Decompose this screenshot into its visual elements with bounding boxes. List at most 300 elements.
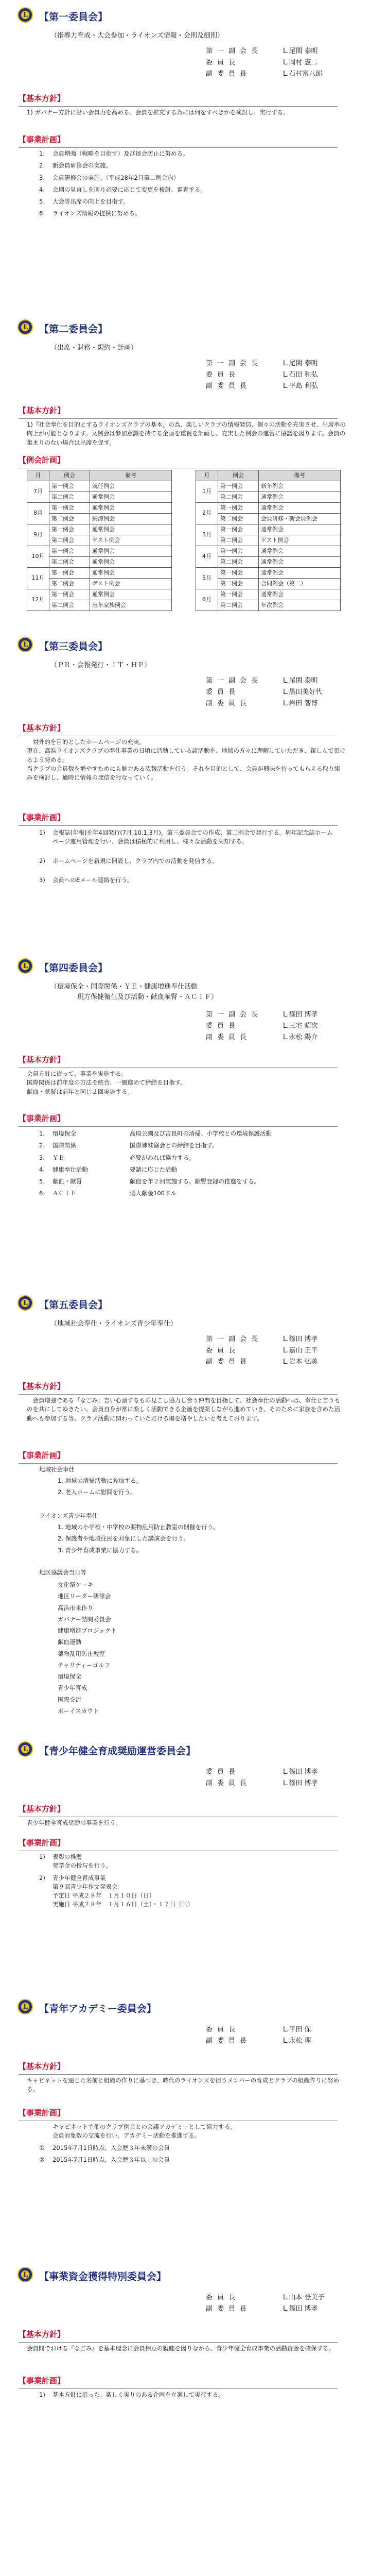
officer-role: 副委員長 xyxy=(206,700,252,707)
officer-row xyxy=(206,1767,318,1778)
table-row xyxy=(27,579,172,589)
officer-row xyxy=(206,46,322,58)
officer-role: 第一副会長 xyxy=(206,677,263,685)
note-cell: 通常例会 xyxy=(90,492,172,503)
youth-service-list xyxy=(58,1523,219,1557)
officer-name: L.尾関 泰明 xyxy=(283,677,318,685)
committee-8-header xyxy=(0,2267,370,2284)
list-item: 献血運動 xyxy=(58,1638,81,1646)
business-plan-list xyxy=(39,828,338,888)
officer-row xyxy=(206,2036,311,2047)
officer-name: L.永松 理 xyxy=(283,2037,311,2045)
plan-text: 青少年健全育成事業 第９回青少年作文発表会 予定日 平成２８年 １月１０日（日） 実施日 平成２８年 １月１６日（土）・１７日（日） xyxy=(52,1874,193,1908)
plan-number: 1) xyxy=(39,2391,45,2398)
officer-name: L.平島 利弘 xyxy=(283,382,318,390)
plan-number: 3. xyxy=(39,1154,45,1161)
officer-row xyxy=(206,381,318,393)
officer-name: L.尾関 泰明 xyxy=(283,360,318,367)
business-plan-heading: 【事業計画】 xyxy=(19,2107,338,2121)
note-cell: 通常例会 xyxy=(259,492,341,503)
month-cell: 10月 xyxy=(27,546,49,568)
meeting-cell: 第一例会 xyxy=(218,503,259,514)
list-item: 薬物乱用防止教室 xyxy=(58,1650,105,1657)
list-item: 高浜市米作り xyxy=(58,1604,93,1612)
committee-5-header xyxy=(0,1295,370,1313)
plan-text: ホームページを新規に開設し、クラブ内での活動を発信する。 xyxy=(52,857,218,865)
committee-3-header xyxy=(0,637,370,654)
basic-policy-heading: 【基本方針】 xyxy=(19,1054,338,1068)
plan-item xyxy=(39,2156,338,2164)
table-header: 例会 xyxy=(218,470,259,481)
schedule-table-right xyxy=(196,470,341,611)
note-cell: ゲスト例会 xyxy=(90,535,172,546)
table-header: 月 xyxy=(196,470,218,481)
officer-role: 第一副会長 xyxy=(206,1335,263,1343)
officer-role: 委員長 xyxy=(206,59,240,66)
district-events-list xyxy=(58,1581,117,1718)
committee-7 xyxy=(0,1999,370,2163)
plan-text: 新会員研修会の実施。 xyxy=(52,162,112,170)
plan-number: 1. xyxy=(39,1130,45,1137)
plan-item xyxy=(39,2123,338,2141)
month-cell: 4月 xyxy=(196,546,218,568)
business-plan-heading: 【事業計画】 xyxy=(19,134,338,148)
table-row xyxy=(196,600,341,611)
meeting-cell: 第一例会 xyxy=(49,481,90,492)
plan-number: 2. xyxy=(39,1142,45,1149)
plan-item xyxy=(39,1141,338,1150)
business-plan-heading: 【事業計画】 xyxy=(19,812,338,826)
plan-number: 5. xyxy=(39,1178,45,1185)
officer-role: 副委員長 xyxy=(206,70,252,78)
lions-logo-icon xyxy=(17,319,33,335)
committee-5 xyxy=(0,1295,370,1715)
plan-item xyxy=(39,1165,338,1174)
plan-item xyxy=(39,1189,338,1198)
plan-text: 会員へのEメール連絡を行う。 xyxy=(52,876,133,884)
basic-policy-heading: 【基本方針】 xyxy=(19,1803,338,1817)
officer-role: 副委員長 xyxy=(206,1780,252,1787)
meeting-schedule-heading: 【例会計画】 xyxy=(19,454,338,468)
list-item: ガバナー諮問委員会 xyxy=(58,1615,111,1623)
officer-row xyxy=(206,370,318,381)
community-service-list xyxy=(58,1477,142,1500)
plan-label: ＹＥ xyxy=(52,1154,64,1161)
officer-name: L.石村富八郎 xyxy=(283,70,323,78)
committee-8-officers xyxy=(206,2293,325,2315)
plan-number: ① xyxy=(39,2144,45,2151)
officer-name: L.篠田 博孝 xyxy=(283,1011,318,1019)
committee-3 xyxy=(0,637,370,884)
note-cell: 通常例会 xyxy=(259,568,341,579)
officer-row xyxy=(206,1334,318,1346)
subsection-heading: 地域社会奉仕 xyxy=(39,1466,75,1473)
table-row xyxy=(27,568,172,579)
plan-label: ＡＣＩＦ xyxy=(52,1190,76,1197)
committee-3-title: 【第三委員会】 xyxy=(39,641,108,652)
meeting-cell: 第二例会 xyxy=(218,492,259,503)
basic-policy-text: 対外的を目的としたホームページの充実。 現在、高浜ライオンズクラブの奉仕事業の日頃に活動している諸活動を、地域の方々に理解していただき、親しんで頂けるよう努める。 当クラブの会員数を増やすためにも魅力ある広報活動を行う。それを目的として、会員が興味を持ってもらえる取り組みを検討し、適時に情報の発信を行なっていく。 xyxy=(27,738,346,781)
table-row xyxy=(196,568,341,579)
officer-row xyxy=(206,2293,325,2304)
officer-role: 委員長 xyxy=(206,688,240,696)
note-cell: ゲスト例会 xyxy=(259,535,341,546)
committee-7-title: 【青年アカデミー委員会】 xyxy=(39,2004,156,2014)
note-cell: 通常例会 xyxy=(259,546,341,557)
officer-row xyxy=(206,1010,318,1021)
meeting-cell: 第一例会 xyxy=(218,568,259,579)
lions-logo-icon xyxy=(17,2267,33,2282)
plan-number: 1. xyxy=(39,150,45,157)
committee-3-officers xyxy=(206,676,322,710)
officer-row xyxy=(206,676,322,687)
plan-label: 健康奉仕活動 xyxy=(52,1165,88,1173)
plan-number: 6. xyxy=(39,210,45,217)
table-header: 備考 xyxy=(90,470,172,481)
plan-item xyxy=(39,197,338,206)
meeting-cell: 第二例会 xyxy=(49,557,90,568)
plan-number: 6. xyxy=(39,1190,45,1197)
list-item: 2. 保護者や地域住民を対象にした講演会を行う。 xyxy=(58,1535,190,1543)
officer-name: L.山本 登美子 xyxy=(283,2294,325,2301)
list-item: 国際交流 xyxy=(58,1696,81,1703)
business-plan-heading: 【事業計画】 xyxy=(19,2375,338,2389)
list-item: 文化祭ケーキ xyxy=(58,1581,93,1588)
meeting-cell: 第二例会 xyxy=(49,492,90,503)
table-row xyxy=(27,589,172,600)
table-row xyxy=(196,524,341,535)
officer-role: 第一副会長 xyxy=(206,360,263,367)
business-plan-list xyxy=(39,1853,338,1912)
note-cell: 納涼例会 xyxy=(90,514,172,524)
basic-policy-text: 会員増強である『なごみ』言い心頭するもの見こし協力し合う仲間を目指して、社会奉仕の活動へは、奉仕と言うものを共にしてゆきたい。会員自身が常に楽しく活動できる企画を提案しながら進めていき、そのために家族を含めた活動へも参加する等、クラブ活動に関わっていただける場を増やしたいと考えております。 xyxy=(27,1397,341,1422)
table-row xyxy=(196,514,341,524)
plan-item xyxy=(39,149,338,158)
officer-row xyxy=(206,1357,318,1368)
committee-8-title: 【事業資金獲得特別委員会】 xyxy=(39,2272,167,2282)
note-cell: 通常例会 xyxy=(90,589,172,600)
note-cell: 就任例会 xyxy=(90,481,172,492)
basic-policy-heading: 【基本方針】 xyxy=(19,2061,338,2075)
business-plan-list xyxy=(39,1129,338,1201)
month-cell: 5月 xyxy=(196,568,218,589)
officer-name: L.永松 陽介 xyxy=(283,1033,318,1041)
note-cell: 合同例会（第二） xyxy=(259,579,341,589)
table-row xyxy=(196,492,341,503)
table-header: 例会 xyxy=(49,470,90,481)
officer-role: 委員長 xyxy=(206,2026,240,2033)
business-plan-heading: 【事業計画】 xyxy=(19,1450,338,1464)
plan-text: 国際姉妹協会との締結を目指す。 xyxy=(130,1142,218,1149)
month-cell: 1月 xyxy=(196,481,218,503)
plan-text: 会則の見直しを図り必要に応じて変更を検討、審査する。 xyxy=(52,185,206,193)
table-row xyxy=(196,557,341,568)
month-cell: 11月 xyxy=(27,568,49,589)
basic-policy-text: 1)『社会奉仕を目的とするライオンズクラブの基本』の為、楽しいクラブの情報発信、個々の活動を充実させ、出席率の向上が可能となります。又例会は参加意識を持てる企画を重視を計画し、充実した例会の運営に協議を図ります。会員の集まりのない場合は出席を促す。 xyxy=(27,421,346,446)
basic-policy-text: 会員間でおける『なごみ』を基本理念に会員相互の親睦を図りながら、青少年健全育成事業の活動資金を確保する。 xyxy=(27,2345,334,2352)
plan-label: 献血・献腎 xyxy=(52,1178,82,1185)
table-row xyxy=(27,481,172,492)
officer-role: 副委員長 xyxy=(206,2305,252,2313)
officer-name: L.岡村 憲二 xyxy=(283,59,318,66)
committee-4-purpose: （環境保全・国際関係・ＹＥ・健康増進奉仕活動 xyxy=(50,983,198,991)
officer-row xyxy=(206,699,322,710)
meeting-cell: 第一例会 xyxy=(49,503,90,514)
plan-item xyxy=(39,174,338,182)
committee-4-header xyxy=(0,958,370,976)
plan-text: 2015年7月1日時点、入会歴３年未満の会員 xyxy=(52,2144,170,2151)
plan-number: ② xyxy=(39,2156,45,2163)
list-item: 環境保全 xyxy=(58,1673,81,1680)
committee-4-title: 【第四委員会】 xyxy=(39,963,108,974)
list-item: 1. 地域の清掃活動に参加する。 xyxy=(58,1477,143,1484)
plan-item xyxy=(39,1154,338,1162)
committee-2-purpose: （出席・財務・規約・計画） xyxy=(50,344,138,352)
officer-row xyxy=(206,687,322,699)
plan-text: 要請に応じた活動 xyxy=(130,1165,177,1173)
list-item: 3. 青少年育成事業に協力する。 xyxy=(58,1546,143,1554)
committee-4 xyxy=(0,958,370,1197)
officer-name: L.三宅 昭次 xyxy=(283,1022,318,1030)
list-item: ポーイスカウト xyxy=(58,1707,99,1715)
plan-text: 必要があれば協力する。 xyxy=(130,1154,195,1161)
officer-name: L.岩本 弘美 xyxy=(283,1358,318,1366)
plan-text: 大会等出席の向上を目指す。 xyxy=(52,198,129,205)
meeting-cell: 第二例会 xyxy=(218,579,259,589)
plan-text: 会員増強（戦略を目指す）及び退会防止に努める。 xyxy=(52,150,189,157)
committee-7-officers xyxy=(206,2025,311,2047)
month-cell: 2月 xyxy=(196,503,218,524)
plan-text: 2015年7月1日時点、入会歴３年以上の会員 xyxy=(52,2156,170,2163)
note-cell: 新年例会 xyxy=(259,481,341,492)
plan-item xyxy=(39,2391,338,2399)
committee-6 xyxy=(0,1741,370,1908)
business-plan-heading: 【事業計画】 xyxy=(19,1113,338,1127)
committee-5-title: 【第五委員会】 xyxy=(39,1300,108,1311)
officer-name: L.尾関 泰明 xyxy=(283,47,318,55)
note-cell: 忘年家族例会 xyxy=(90,600,172,611)
list-item: 1. 地域の小学校・中学校の薬物乱用防止教室の開催を行う。 xyxy=(58,1523,219,1531)
note-cell: 通常例会 xyxy=(90,524,172,535)
note-cell: 通常例会 xyxy=(90,568,172,579)
committee-7-header xyxy=(0,1999,370,2016)
officer-row xyxy=(206,1346,318,1357)
table-row xyxy=(27,492,172,503)
plan-item xyxy=(39,1129,338,1138)
table-row xyxy=(196,535,341,546)
business-plan-list xyxy=(39,2391,338,2402)
plan-text: 表彰の推薦 奨学金の授与を行う。 xyxy=(52,1853,112,1870)
officer-row xyxy=(206,359,318,370)
officer-role: 副委員長 xyxy=(206,2037,252,2045)
plan-item xyxy=(39,857,338,866)
note-cell: 通常例会 xyxy=(259,589,341,600)
plan-number: 2) xyxy=(39,1874,45,1882)
note-cell: 通常例会 xyxy=(259,524,341,535)
plan-number: 2. xyxy=(39,162,45,170)
plan-text: 会報誌(年報)を年4回発行(7月,10,1,3月)。第三委員会での作成、第二例会で発行する。周年記念誌ホームページ運用管理を行い、会員は積極的に利用し、様々な活動を周知する。 xyxy=(52,829,333,845)
plan-item xyxy=(39,185,338,194)
month-cell: 6月 xyxy=(196,589,218,611)
committee-1-purpose: （指導力育成・大会参加・ライオンズ情報・会則及細則） xyxy=(50,32,224,40)
meeting-cell: 第二例会 xyxy=(218,600,259,611)
committee-4-purpose-cont: 現方保健衛生及び活動・献血献腎・ＡＣＩＦ） xyxy=(50,993,218,1001)
meeting-cell: 第一例会 xyxy=(218,524,259,535)
officer-role: 副委員長 xyxy=(206,1358,252,1366)
meeting-cell: 第一例会 xyxy=(218,546,259,557)
note-cell: 通常例会 xyxy=(90,557,172,568)
schedule-table-left xyxy=(27,470,172,611)
table-row xyxy=(196,503,341,514)
basic-policy-text: 会員方針に従って、事業を実施する。 国際関係は前年度の方法を統合、一層進めて締結を目指す。 献血・献腎は前年と同じ２回実施する。 xyxy=(27,1070,186,1095)
note-cell: 年次例会 xyxy=(259,600,341,611)
officer-role: 委員長 xyxy=(206,1768,240,1776)
meeting-cell: 第二例会 xyxy=(49,579,90,589)
meeting-cell: 第二例会 xyxy=(218,557,259,568)
meeting-cell: 第一例会 xyxy=(49,589,90,600)
officer-name: L.篠田 博孝 xyxy=(283,1335,318,1343)
table-row xyxy=(27,524,172,535)
officer-role: 委員長 xyxy=(206,371,240,379)
table-row xyxy=(196,579,341,589)
lions-logo-icon xyxy=(17,1295,33,1311)
lions-logo-icon xyxy=(17,1999,33,2014)
basic-policy-heading: 【基本方針】 xyxy=(19,93,338,107)
basic-policy-text: キャビネットを通じた名前と組織の作りに基づき、時代のライオンズを担うメンバーの育成とクラブの組織作りに努める。 xyxy=(27,2077,340,2093)
table-row xyxy=(27,503,172,514)
committee-1-header xyxy=(0,7,370,25)
plan-item xyxy=(39,1874,338,1909)
officer-row xyxy=(206,2304,325,2315)
meeting-cell: 第一例会 xyxy=(218,481,259,492)
table-row xyxy=(27,546,172,557)
plan-label: 環境保全 xyxy=(52,1130,76,1137)
lions-logo-icon xyxy=(17,637,33,652)
officer-role: 委員長 xyxy=(206,1022,240,1030)
plan-text: キャビネット主催のクラブ例会との会議アカデミーとして協力する。 会員対象数の交流を行い、アカデミー活動を推進する。 xyxy=(52,2123,236,2140)
officer-name: L.石田 和弘 xyxy=(283,371,318,379)
meeting-cell: 第二例会 xyxy=(218,535,259,546)
business-plan-heading: 【事業計画】 xyxy=(19,1837,338,1851)
basic-policy-heading: 【基本方針】 xyxy=(19,1381,338,1395)
committee-3-purpose: （ＰＲ・会報発行・ＩＴ・ＨＰ） xyxy=(50,662,151,669)
plan-text: ライオンズ情報の提供に努める。 xyxy=(52,210,141,217)
committee-2-title: 【第二委員会】 xyxy=(39,324,108,335)
plan-number: 4. xyxy=(39,1165,45,1173)
note-cell: 通常例会 xyxy=(259,503,341,514)
officer-role: 委員長 xyxy=(206,2294,240,2301)
table-header: 月 xyxy=(27,470,49,481)
officer-row xyxy=(206,2025,311,2036)
month-cell: 12月 xyxy=(27,589,49,611)
officer-name: L.黒田美好代 xyxy=(283,688,323,696)
officer-name: L.篠田 博孝 xyxy=(283,1780,318,1787)
meeting-cell: 第一例会 xyxy=(49,568,90,579)
plan-number: 4. xyxy=(39,185,45,193)
subsection-heading: 地区協議会当日等 xyxy=(39,1569,86,1576)
list-item: 健康増進プロジェクト xyxy=(58,1627,117,1634)
meeting-cell: 第二例会 xyxy=(49,514,90,524)
committee-6-officers xyxy=(206,1767,318,1790)
meeting-cell: 第一例会 xyxy=(49,524,90,535)
note-cell: 通常例会 xyxy=(90,546,172,557)
officer-row xyxy=(206,1021,318,1032)
meeting-cell: 第一例会 xyxy=(218,589,259,600)
officer-role: 委員長 xyxy=(206,1347,240,1354)
month-cell: 8月 xyxy=(27,503,49,524)
plan-number: 5. xyxy=(39,198,45,205)
list-item: 2. 老人ホームに慰問を行う。 xyxy=(58,1488,136,1496)
lions-logo-icon xyxy=(17,1741,33,1757)
month-cell: 9月 xyxy=(27,524,49,546)
note-cell: ゲスト例会 xyxy=(90,579,172,589)
committee-2-header xyxy=(0,319,370,337)
basic-policy-heading: 【基本方針】 xyxy=(19,405,338,419)
meeting-cell: 第二例会 xyxy=(49,535,90,546)
committee-5-purpose: （地域社会奉仕・ライオンズ青少年奉仕） xyxy=(50,1320,177,1328)
table-row xyxy=(196,589,341,600)
lions-logo-icon xyxy=(17,7,33,23)
table-row xyxy=(27,600,172,611)
plan-number: 3. xyxy=(39,174,45,181)
officer-row xyxy=(206,1032,318,1044)
meeting-cell: 第二例会 xyxy=(218,514,259,524)
plan-text: 基本方針に沿った、楽しく実りのある企画を立案して実行する。 xyxy=(52,2391,224,2398)
plan-text: 高取公園及び吉良町の清掃、小学校との環境保護活動 xyxy=(130,1130,272,1137)
list-item: 地区リーダー研修会 xyxy=(58,1592,111,1600)
table-row xyxy=(27,535,172,546)
officer-row xyxy=(206,69,322,80)
committee-1 xyxy=(0,7,370,217)
table-row xyxy=(196,546,341,557)
basic-policy-heading: 【基本方針】 xyxy=(19,722,338,736)
committee-6-header xyxy=(0,1741,370,1759)
officer-name: L.岩田 智博 xyxy=(283,700,318,707)
officer-name: L.嘉山 正平 xyxy=(283,1347,318,1354)
meeting-cell: 第一例会 xyxy=(49,546,90,557)
plan-item xyxy=(39,1853,338,1871)
officer-role: 第一副会長 xyxy=(206,47,263,55)
officer-name: L.篠田 博孝 xyxy=(283,1768,318,1776)
basic-policy-text: 1) ガバナー方針に沿い会員力を高める、会員を拡充する為には何をすべきかを検討し、実行する。 xyxy=(27,109,289,116)
basic-policy-text: 青少年健全育成奨励の事業を行う。 xyxy=(27,1819,121,1826)
officer-role: 副委員長 xyxy=(206,382,252,390)
basic-policy-heading: 【基本方針】 xyxy=(19,2329,338,2343)
committee-4-officers xyxy=(206,1010,318,1044)
meeting-cell: 第二例会 xyxy=(49,600,90,611)
officer-role: 副委員長 xyxy=(206,1033,252,1041)
month-cell: 3月 xyxy=(196,524,218,546)
committee-1-officers xyxy=(206,46,322,80)
table-header: 備考 xyxy=(259,470,341,481)
note-cell: 通常例会 xyxy=(90,503,172,514)
plan-number: 1) xyxy=(39,1853,45,1860)
plan-number: 3) xyxy=(39,876,45,884)
table-row xyxy=(27,557,172,568)
committee-2 xyxy=(0,319,370,608)
committee-6-title: 【青少年健全育成奨励運営委員会】 xyxy=(39,1746,196,1757)
plan-text: 献血を年２回実施する。献腎登録の推進をする。 xyxy=(130,1178,260,1185)
note-cell: 通常例会 xyxy=(259,557,341,568)
business-plan-list xyxy=(39,149,338,222)
list-item: 青少年育成 xyxy=(58,1684,87,1692)
officer-role: 第一副会長 xyxy=(206,1011,263,1019)
lions-logo-icon xyxy=(17,958,33,974)
business-plan-list xyxy=(39,2123,338,2167)
plan-text: 個人献金100ドル xyxy=(130,1190,177,1197)
plan-number: 2) xyxy=(39,857,45,865)
committee-2-officers xyxy=(206,359,318,393)
